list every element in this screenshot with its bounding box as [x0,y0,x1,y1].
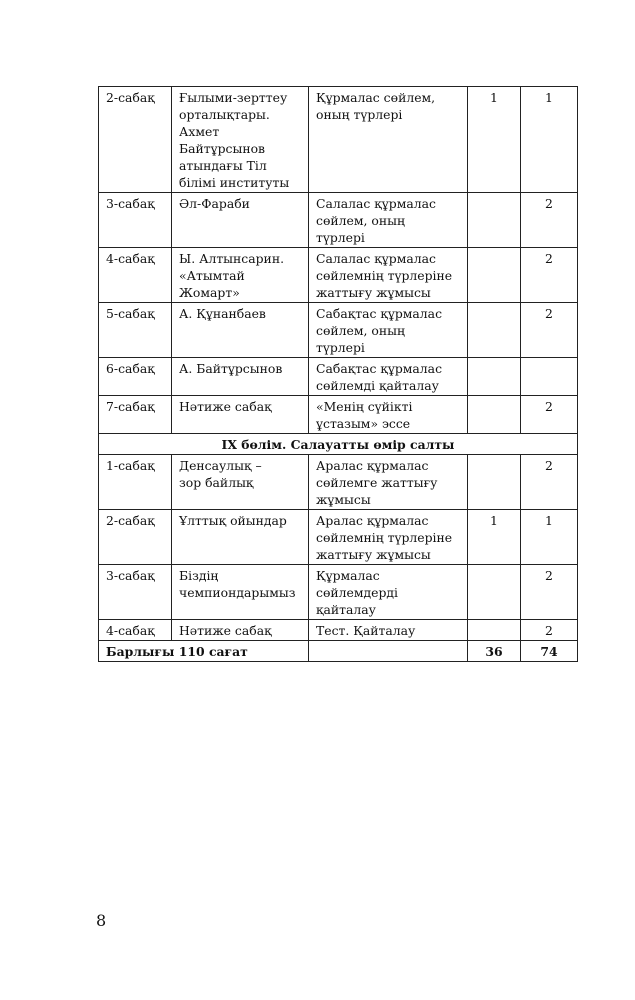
hours-cell-b: 2 [521,455,578,510]
hours-cell-a [468,303,521,358]
grammar-cell: Салалас құрмалас сөйлем, оның түрлері [309,193,468,248]
total-hours-b: 74 [521,641,578,662]
grammar-cell: Құрмалас сөйлем, оның түрлері [309,87,468,193]
topic-cell: Нәтиже сабақ [172,396,309,434]
topic-cell: Нәтиже сабақ [172,620,309,641]
total-grammar-cell [309,641,468,662]
topic-cell: Денсаулық – зор байлық [172,455,309,510]
topic-cell: А. Байтұрсынов [172,358,309,396]
table-row [99,248,578,303]
grammar-cell: Тест. Қайталау [309,620,468,641]
hours-cell-a [468,565,521,620]
section-header-row [99,434,578,455]
lesson-cell: 3-сабақ [99,193,172,248]
topic-cell: Ғылыми-зерттеу орталықтары. Ахмет Байтұрсынов атындағы Тіл білімі институты [172,87,309,193]
hours-cell-b: 1 [521,510,578,565]
lesson-cell: 5-сабақ [99,303,172,358]
table-row [99,510,578,565]
hours-cell-a [468,358,521,396]
page-number: 8 [96,911,107,930]
lesson-cell: 2-сабақ [99,510,172,565]
section-title: IX бөлім. Салауатты өмір салты [99,434,578,455]
topic-cell: Біздің чемпиондарымыз [172,565,309,620]
lesson-cell: 4-сабақ [99,248,172,303]
lesson-cell: 2-сабақ [99,87,172,193]
topic-cell: А. Құнанбаев [172,303,309,358]
topic-cell: Ұлттық ойындар [172,510,309,565]
topic-cell: Ы. Алтынсарин. «Атымтай Жомарт» [172,248,309,303]
table-row [99,620,578,641]
lesson-plan-table [98,86,578,662]
hours-cell-a [468,193,521,248]
hours-cell-b: 2 [521,396,578,434]
total-row [99,641,578,662]
grammar-cell: Құрмалас сөйлемдерді қайталау [309,565,468,620]
hours-cell-b: 1 [521,87,578,193]
table-row [99,396,578,434]
lesson-cell: 3-сабақ [99,565,172,620]
lesson-cell: 6-сабақ [99,358,172,396]
hours-cell-b [521,358,578,396]
topic-cell: Әл-Фараби [172,193,309,248]
table-row [99,358,578,396]
hours-cell-b: 2 [521,303,578,358]
hours-cell-a [468,396,521,434]
lesson-cell: 7-сабақ [99,396,172,434]
lesson-cell: 4-сабақ [99,620,172,641]
table-row [99,193,578,248]
table-row [99,303,578,358]
grammar-cell: Сабақтас құрмалас сөйлем, оның түрлері [309,303,468,358]
hours-cell-a: 1 [468,510,521,565]
hours-cell-b: 2 [521,248,578,303]
hours-cell-a [468,455,521,510]
table-row [99,87,578,193]
table-row [99,565,578,620]
total-label: Барлығы 110 сағат [99,641,309,662]
grammar-cell: Салалас құрмалас сөйлемнің түрлеріне жаттығу жұмысы [309,248,468,303]
hours-cell-a [468,620,521,641]
grammar-cell: Аралас құрмалас сөйлемнің түрлеріне жаттығу жұмысы [309,510,468,565]
hours-cell-b: 2 [521,565,578,620]
hours-cell-a: 1 [468,87,521,193]
hours-cell-a [468,248,521,303]
hours-cell-b: 2 [521,620,578,641]
grammar-cell: Сабақтас құрмалас сөйлемді қайталау [309,358,468,396]
hours-cell-b: 2 [521,193,578,248]
grammar-cell: «Менің сүйікті ұстазым» эссе [309,396,468,434]
lesson-cell: 1-сабақ [99,455,172,510]
table-row [99,455,578,510]
total-hours-a: 36 [468,641,521,662]
grammar-cell: Аралас құрмалас сөйлемге жаттығу жұмысы [309,455,468,510]
